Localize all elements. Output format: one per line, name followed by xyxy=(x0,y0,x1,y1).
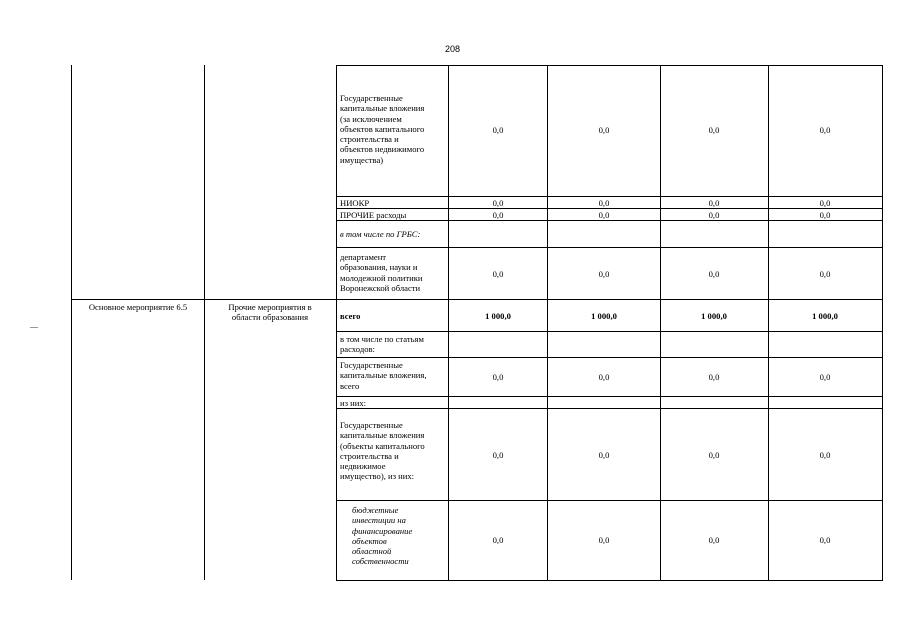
value-cell: 0,0 xyxy=(819,269,831,279)
value-cell: 0,0 xyxy=(492,125,504,135)
margin-mark xyxy=(30,327,38,328)
value-cell: 1 000,0 xyxy=(591,311,617,321)
value-cell: 0,0 xyxy=(819,535,831,545)
row-label: департамент образования, науки и молодежной политики Воронежской области xyxy=(340,252,423,293)
value-cell: 0,0 xyxy=(598,210,610,220)
row-label: из них: xyxy=(340,398,367,408)
row-label: в том числе по статьям расходов: xyxy=(340,334,424,355)
table-divider xyxy=(336,65,337,580)
value-cell: 0,0 xyxy=(492,372,504,382)
table-divider xyxy=(660,65,661,580)
value-cell: 0,0 xyxy=(708,372,720,382)
value-cell: 0,0 xyxy=(819,198,831,208)
row-label: Государственные капитальные вложения, всего xyxy=(340,360,427,391)
table-rule xyxy=(71,299,883,300)
value-cell: 0,0 xyxy=(598,269,610,279)
table-divider xyxy=(768,65,769,580)
table-border-right xyxy=(882,65,883,580)
table-rule xyxy=(336,357,883,358)
value-cell: 0,0 xyxy=(492,269,504,279)
value-cell: 0,0 xyxy=(708,535,720,545)
value-cell: 0,0 xyxy=(708,450,720,460)
value-cell: 0,0 xyxy=(708,198,720,208)
value-cell: 1 000,0 xyxy=(812,311,838,321)
activity-name: Прочие мероприятия в области образования xyxy=(228,302,312,323)
table-rule xyxy=(336,500,883,501)
row-label: ПРОЧИЕ расходы xyxy=(340,210,407,220)
row-label: всего xyxy=(340,311,361,321)
activity-code: Основное мероприятие 6.5 xyxy=(88,302,188,312)
value-cell: 0,0 xyxy=(819,125,831,135)
value-cell: 0,0 xyxy=(819,210,831,220)
table-rule xyxy=(336,247,883,248)
value-cell: 0,0 xyxy=(708,125,720,135)
table-rule xyxy=(336,65,883,66)
table-rule xyxy=(336,331,883,332)
row-label: Государственные капитальные вложения (объекты капитального строительства и недвижимое имущество), из них: xyxy=(340,420,425,482)
row-label: в том числе по ГРБС: xyxy=(340,229,421,239)
row-label: Государственные капитальные вложения (за исключением объектов капитального строительства и объектов недвижимого имущества) xyxy=(340,93,425,165)
value-cell: 0,0 xyxy=(492,210,504,220)
table-divider xyxy=(448,65,449,580)
value-cell: 0,0 xyxy=(598,372,610,382)
row-label: НИОКР xyxy=(340,198,370,208)
value-cell: 0,0 xyxy=(598,450,610,460)
value-cell: 0,0 xyxy=(492,198,504,208)
table-divider xyxy=(204,65,205,580)
value-cell: 0,0 xyxy=(598,535,610,545)
value-cell: 0,0 xyxy=(598,198,610,208)
value-cell: 0,0 xyxy=(598,125,610,135)
row-label: бюджетные инвестиции на финансирование объектов областной собственности xyxy=(352,505,413,567)
value-cell: 0,0 xyxy=(492,450,504,460)
page-number: 208 xyxy=(444,44,461,54)
table-rule xyxy=(336,580,883,581)
table-rule xyxy=(336,396,883,397)
table-border-left xyxy=(71,65,72,580)
value-cell: 0,0 xyxy=(819,372,831,382)
table-divider xyxy=(547,65,548,580)
table-rule xyxy=(336,196,883,197)
value-cell: 0,0 xyxy=(492,535,504,545)
value-cell: 0,0 xyxy=(708,269,720,279)
value-cell: 0,0 xyxy=(819,450,831,460)
value-cell: 1 000,0 xyxy=(701,311,727,321)
value-cell: 1 000,0 xyxy=(485,311,511,321)
value-cell: 0,0 xyxy=(708,210,720,220)
